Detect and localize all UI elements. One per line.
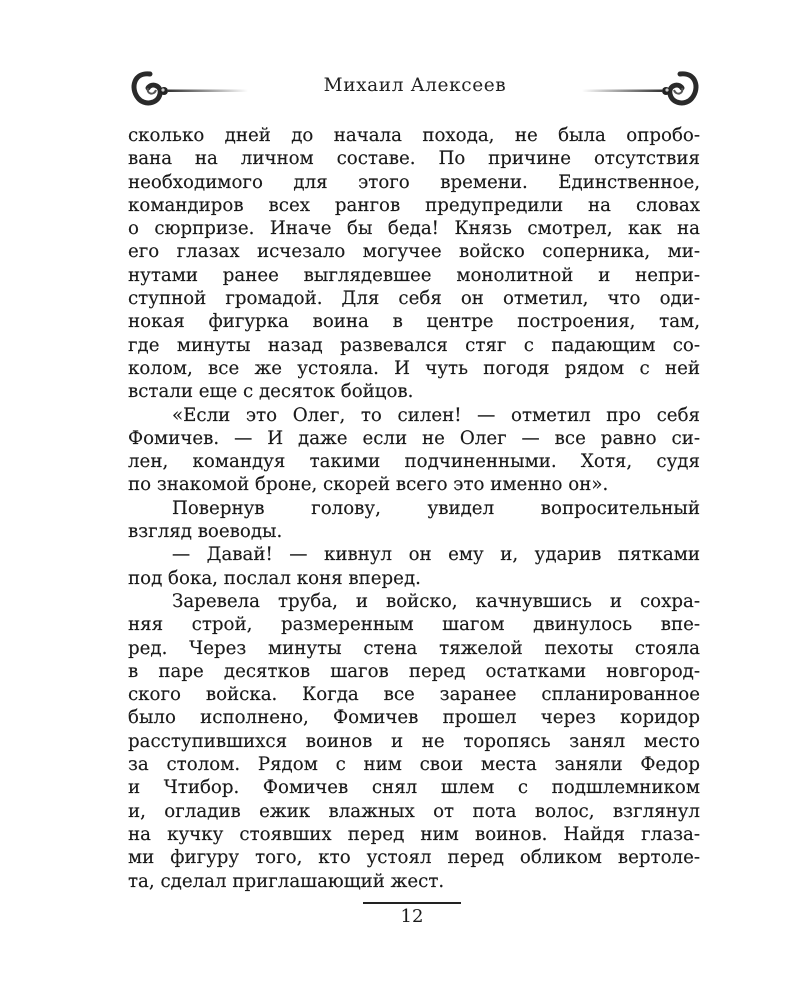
text-line: нутами ранее выглядевшее монолитной и непри- <box>128 264 700 286</box>
text-line: нокая фигурка воина в центре построения, там, <box>128 311 700 333</box>
text-line: лен, командуя такими подчиненными. Хотя, судя <box>128 451 700 473</box>
paragraph <box>128 590 700 893</box>
text-line: ского войска. Когда все заранее спланированное <box>128 684 700 706</box>
text-line: Фомичев. — И даже если не Олег — все равно си- <box>128 427 700 449</box>
swirl-ornament-icon <box>582 66 702 112</box>
text-line: по знакомой броне, скорей всего это именно он». <box>128 474 609 496</box>
text-line: было исполнено, Фомичев прошел через коридор <box>128 707 700 729</box>
text-line: Повернув голову, увидел вопросительный <box>172 497 700 519</box>
text-line: ми фигуру того, кто устоял перед обликом вертоле- <box>128 847 700 869</box>
paragraph <box>128 404 700 497</box>
text-line: за столом. Рядом с ним свои места заняли Федор <box>128 754 700 776</box>
text-line: командиров всех рангов предупредили на словах <box>128 194 700 216</box>
text-line: и, огладив ежик влажных от пота волос, взглянул <box>128 800 700 822</box>
text-line: «Если это Олег, то силен! — отметил про себя <box>172 404 700 426</box>
text-line: под бока, послал коня вперед. <box>128 567 421 589</box>
text-line: необходимого для этого времени. Единственное, <box>128 171 700 193</box>
text-line: ред. Через минуты стена тяжелой пехоты стояла <box>128 637 700 659</box>
text-line: расступившихся воинов и не торопясь занял место <box>128 730 700 752</box>
text-line: о сюрпризе. Иначе бы беда! Князь смотрел, как на <box>128 218 700 240</box>
paragraph <box>128 124 700 404</box>
text-line: няя строй, размеренным шагом двинулось впе- <box>128 614 700 636</box>
text-line: ступной громадой. Для себя он отметил, что оди- <box>128 288 700 310</box>
text-line: встали еще с десяток бойцов. <box>128 381 414 403</box>
text-line: вана на личном составе. По причине отсутствия <box>128 148 700 170</box>
text-line: где минуты назад развевался стяг с падающим со- <box>128 334 700 356</box>
paragraph <box>128 543 700 590</box>
page-number: 12 <box>400 906 424 927</box>
text-line: колом, все же устояла. И чуть погодя рядом с ней <box>128 357 700 379</box>
text-line: и Чтибор. Фомичев снял шлем с подшлемником <box>128 777 700 799</box>
author-name: Михаил Алексеев <box>323 75 507 96</box>
text-line: Заревела труба, и войско, качнувшись и сохра- <box>172 590 700 612</box>
running-header <box>128 66 702 112</box>
text-line: сколько дней до начала похода, не была опробо- <box>128 125 700 146</box>
text-line: — Давай! — кивнул он ему и, ударив пятками <box>172 544 700 566</box>
page-body <box>128 124 700 893</box>
footer-divider <box>363 902 461 904</box>
text-line: его глазах исчезало могучее войско соперника, ми- <box>128 241 700 263</box>
text-line: на кучку стоявших перед ним воинов. Найдя глаза- <box>128 823 700 845</box>
text-line: та, сделал приглашающий жест. <box>128 870 445 892</box>
paragraph <box>128 497 700 544</box>
text-line: взгляд воеводы. <box>128 521 283 543</box>
text-line: в паре десятков шагов перед остатками новгород- <box>128 660 700 682</box>
